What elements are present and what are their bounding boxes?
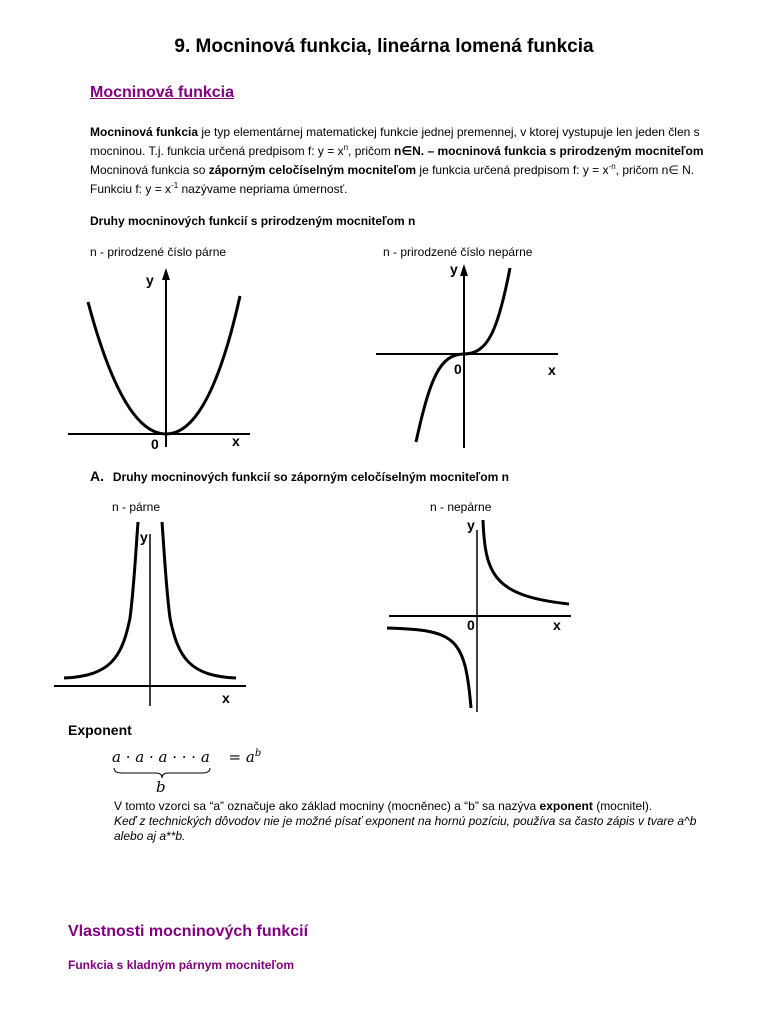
y-axis-label: y [467, 517, 475, 533]
y-axis-label: y [140, 529, 148, 545]
y-axis-label: y [450, 261, 458, 277]
list-marker-a: A. [90, 468, 104, 484]
negative-text-3: , pričom n∈ N. Funkciu f: y = x [90, 163, 695, 196]
sup-n: n [343, 143, 349, 152]
negative-text: Mocninová funkcia so [90, 163, 209, 177]
negative-text-2: je funkcia určená predpisom f: y = x [416, 163, 609, 177]
graph-odd-positive [370, 258, 570, 450]
x-axis-label: x [548, 362, 556, 378]
intro-text-2: , pričom [348, 144, 395, 158]
formula-sup-b: b [254, 748, 262, 759]
definition-bold: n∈N. – mocninová funkcia s prirodzeným mocniteľom [394, 144, 704, 158]
negative-types-heading-row [90, 468, 509, 486]
origin-label: 0 [467, 617, 475, 633]
exponent-term: exponent [539, 799, 593, 813]
y-axis-label: y [146, 272, 154, 288]
y-arrow-icon [460, 264, 468, 276]
section-heading-kladny-parny: Funkcia s kladným párnym mocniteľom [68, 958, 295, 972]
sup-minus-n: -n [608, 162, 616, 171]
odd-positive-label: n - prirodzené číslo nepárne [383, 245, 533, 259]
formula-product: a · a · a · · · a [112, 748, 210, 766]
exponent-text-1: V tomto vzorci sa “a” označuje ako základ mocniny (mocněnec) a “b” sa nazýva [114, 799, 540, 813]
x-axis-label: x [553, 617, 561, 633]
exponent-formula [112, 748, 262, 796]
curve-left-branch [64, 522, 138, 678]
x-axis-label: x [232, 433, 240, 449]
section-heading-mocninova-funkcia: Mocninová funkcia [90, 84, 235, 101]
x-axis-label: x [222, 690, 230, 706]
section-heading-vlastnosti: Vlastnosti mocninových funkcií [68, 923, 309, 940]
formula-result [229, 748, 262, 766]
curve-upper-branch [483, 520, 569, 604]
negative-types-heading: Druhy mocninových funkcií so záporným celočíselným mocniteľom n [112, 470, 509, 484]
curve-right-branch [162, 522, 236, 678]
formula-equals: = a [228, 748, 255, 766]
positive-types-heading: Druhy mocninových funkcií s prirodzeným mocniteľom n [90, 214, 416, 228]
brace-label: b [156, 778, 166, 796]
odd-negative-label: n - nepárne [430, 500, 492, 514]
origin-label: 0 [454, 361, 462, 377]
graph-even-negative [50, 518, 250, 708]
even-positive-label: n - prirodzené číslo párne [90, 245, 227, 259]
exponent-text-1-end: (mocnitel). [592, 799, 653, 813]
graph-odd-negative [385, 516, 575, 712]
intro-paragraph [90, 125, 710, 197]
even-negative-label: n - párne [112, 500, 161, 514]
term-mocninova-funkcia: Mocninová funkcia [90, 125, 199, 139]
exponent-description [114, 799, 714, 844]
exponent-heading: Exponent [68, 722, 132, 738]
y-arrow-icon [162, 268, 170, 280]
origin-label: 0 [151, 436, 159, 452]
negative-text-4: nazývame nepriama úmernosť. [178, 182, 348, 196]
exponent-text-2: Keď z technických dôvodov nie je možné písať exponent na hornú pozíciu, používa sa často zápis v tvare a^b alebo aj a**b. [114, 814, 697, 843]
negative-term: záporným celočíselným mocniteľom [208, 163, 417, 177]
intro-text: je typ elementárnej matematickej funkcie jednej premennej, v ktorej vystupuje len jeden člen s mocninou. T.j. funkcia určená predpisom f: y = x [90, 125, 700, 158]
curve-parabola [88, 296, 240, 434]
sup-minus-1: -1 [171, 181, 179, 190]
graph-even-positive [60, 262, 265, 452]
page-title: 9. Mocninová funkcia, lineárna lomená funkcia [174, 36, 594, 57]
curve-lower-branch [387, 628, 471, 708]
